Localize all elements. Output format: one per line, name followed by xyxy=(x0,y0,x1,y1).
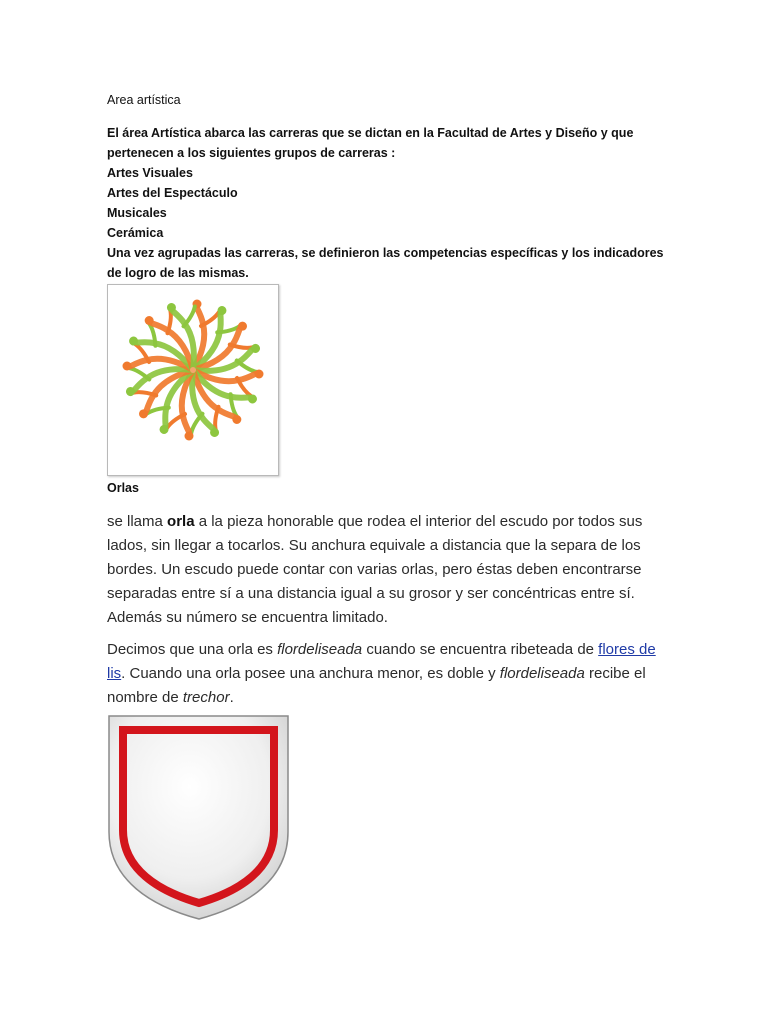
text-run: Decimos que una orla es xyxy=(107,641,278,658)
text-run: . xyxy=(229,689,234,706)
text-run: recibe el nombre de xyxy=(107,665,646,706)
italic-term: flordeliseada xyxy=(499,665,585,682)
text-run: a la pieza honorable que rodea el interior del escudo por todos sus lados, sin llegar a tocarlos. Su anchura equivale a distancia que la separa de los bordes. Un escudo puede contar con varias orlas, pero éstas deben encontrarse separadas entre sí a una distancia igual a su grosor y ser concéntricas entre sí. Además su número se encuentra limitado. xyxy=(107,513,643,626)
text-run: cuando se encuentra ribeteada de xyxy=(362,641,599,658)
text-run: . Cuando una orla posee una anchura menor, es doble y xyxy=(121,665,500,682)
star-logo-image xyxy=(107,284,279,476)
star-figures-logo xyxy=(108,285,278,475)
italic-term: flordeliseada xyxy=(277,641,363,658)
group-item: Artes del Espectáculo xyxy=(107,186,238,200)
intro-closing: Una vez agrupadas las carreras, se definieron las competencias específicas y los indicadores de logro de las mismas. xyxy=(107,246,664,280)
italic-term: trechor xyxy=(182,689,230,706)
group-item: Musicales xyxy=(107,206,167,220)
bold-term: orla xyxy=(167,513,195,530)
page-heading: Area artística xyxy=(107,93,181,107)
group-item: Artes Visuales xyxy=(107,166,193,180)
flores-de-lis-link[interactable]: flores de lis xyxy=(107,641,656,682)
flordeliseada-paragraph xyxy=(107,638,677,710)
intro-block xyxy=(107,123,667,283)
intro-text: El área Artística abarca las carreras que se dictan en la Facultad de Artes y Diseño y que pertenecen a los siguientes grupos de carreras : xyxy=(107,126,634,160)
shield-field xyxy=(109,716,288,919)
shield-icon xyxy=(107,714,291,920)
group-item: Cerámica xyxy=(107,226,164,240)
text-run: se llama xyxy=(107,513,168,530)
orla-definition-paragraph xyxy=(107,510,667,630)
shield-orle-image xyxy=(107,714,291,920)
image-caption: Orlas xyxy=(107,481,139,495)
